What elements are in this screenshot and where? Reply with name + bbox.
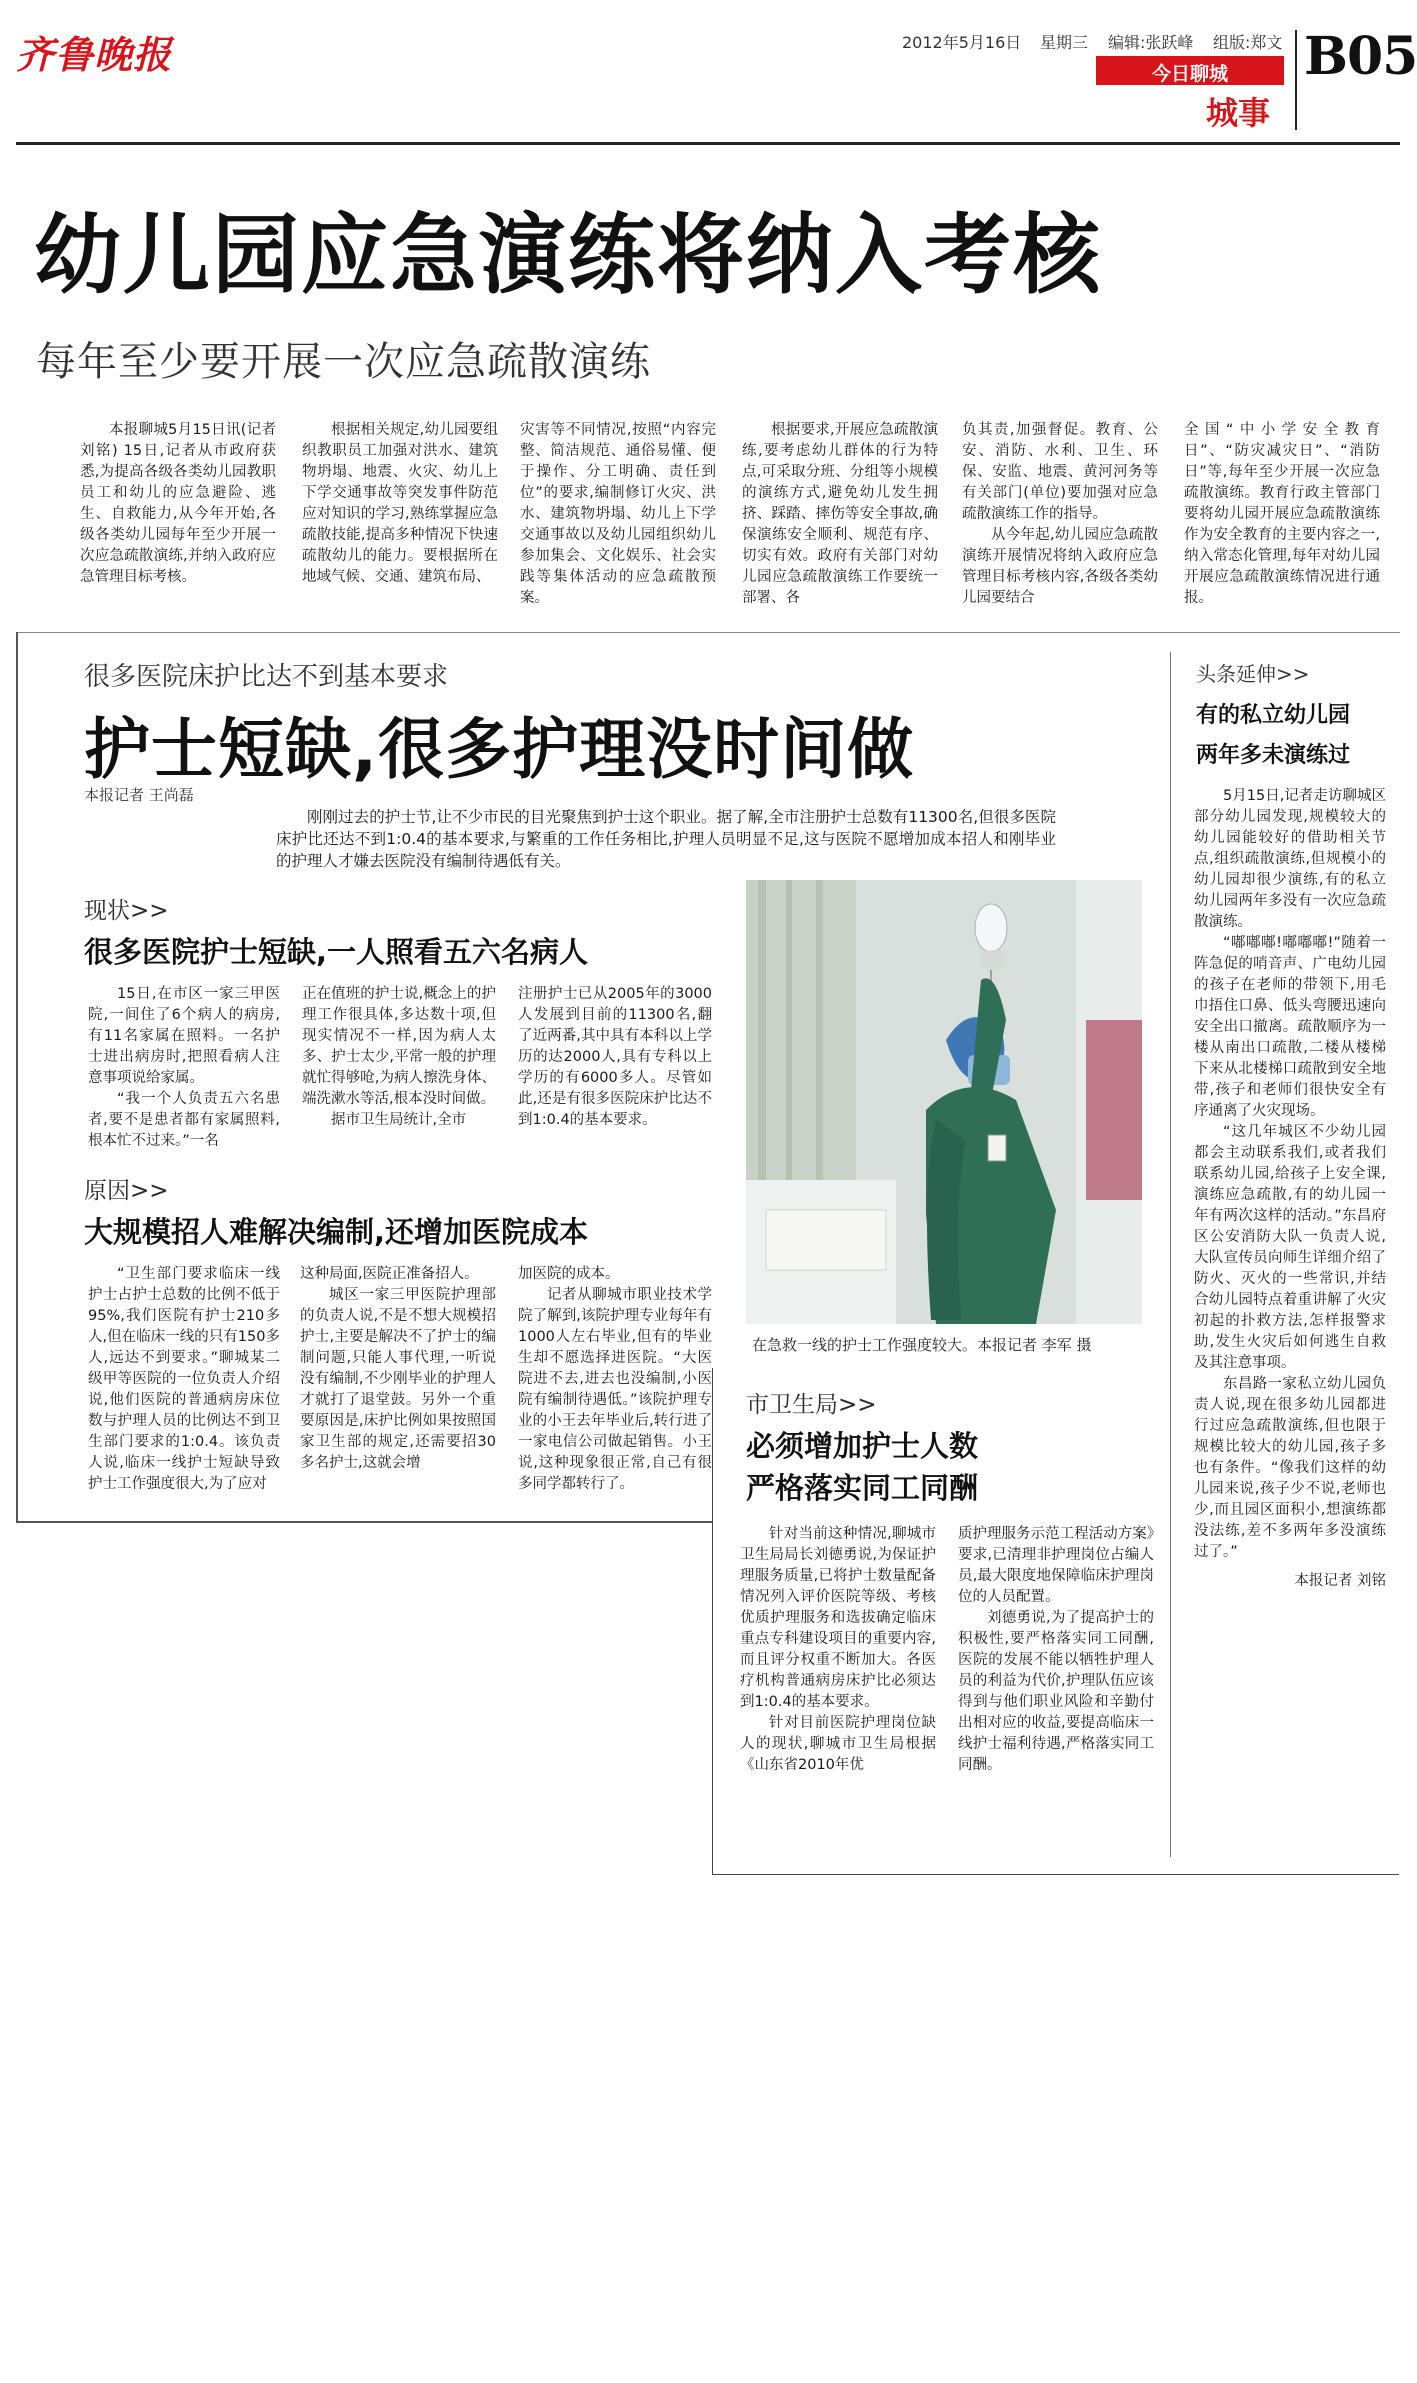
lead-paragraph: 本报聊城5月15日讯(记者 刘铭) 15日,记者从市政府获悉,为提高各级各类幼儿园教职员工和幼儿的应急避险、逃生、自救能力,从今年开始,各级各类幼儿园每年至少开展一次应急疏散演练,并纳入政府应急管理目标考核。	[80, 422, 276, 585]
sidebar-title-line-2: 两年多未演练过	[1196, 743, 1351, 768]
section-title-status: 很多医院护士短缺,一人照看五六名病人	[84, 935, 589, 969]
health-bureau-paragraph: 刘德勇说,为了提高护士的积极性,要严格落实同工同酬,医院的发展不能以牺牲护理人员的利益为代价,护理队伍应该得到与他们职业风险和辛勤付出相对应的收益,要提高临床一线护士福利待遇,严格落实同工同酬。	[958, 1610, 1154, 1773]
lead-column-5	[962, 420, 1158, 609]
masthead-divider	[1295, 30, 1297, 130]
lead-paragraph: 从今年起,幼儿园应急疏散演练开展情况将纳入政府应急管理目标考核内容,各级各类幼儿园要结合	[962, 527, 1158, 606]
health-bureau-paragraph: 针对当前这种情况,聊城市卫生局局长刘德勇说,为保证护理服务质量,已将护士数量配备情况列入评价医院等级、考核优质护理服务和选拔确定临床重点专科建设项目的重要内容,而且评分权重不断加大。各医疗机构普通病房床护比必须达到1:0.4的基本要求。	[740, 1526, 936, 1710]
lead-paragraph: 灾害等不同情况,按照“内容完整、简洁规范、通俗易懂、便于操作、分工明确、责任到位”的要求,编制修订火灾、洪水、建筑物坍塌、幼儿上下学交通事故以及幼儿园组织幼儿参加集会、文化娱乐、社会实践等集体活动的应急疏散预案。	[520, 422, 716, 606]
feature-headline: 护士短缺,很多护理没时间做	[84, 711, 915, 788]
lead-paragraph: 根据要求,开展应急疏散演练,要考虑幼儿群体的行为特点,可采取分班、分组等小规模的演练方式,避免幼儿发生拥挤、踩踏、摔伤等安全事故,确保演练安全顺利、规范有序、切实有效。政府有关部门对幼儿园应急疏散演练工作要统一部署、各	[742, 422, 938, 606]
nurse-photo	[746, 880, 1142, 1324]
health-bureau-paragraph: 针对目前医院护理岗位缺人的现状,聊城市卫生局根据《山东省2010年优	[740, 1715, 936, 1773]
cause-column-1	[88, 1264, 280, 1495]
newspaper-logo: 齐鲁晚报	[16, 32, 173, 77]
sidebar-paragraph: 东昌路一家私立幼儿园负责人说,现在很多幼儿园都进行过应急疏散演练,但也限于规模比较大的幼儿园,孩子多也有条件。“像我们这样的幼儿园来说,孩子少不说,老师也少,而且园区面积小,想演练都没法练,差不多两年多没演练过了。”	[1194, 1376, 1386, 1560]
sidebar-divider	[1170, 652, 1171, 1857]
health-bureau-column-2	[958, 1524, 1154, 1776]
feature-intro	[276, 806, 1056, 872]
photo-caption: 在急救一线的护士工作强度较大。本报记者 李军 摄	[752, 1336, 1092, 1354]
sidebar-paragraph: “嘟嘟嘟!嘟嘟嘟!”随着一阵急促的哨音声、广电幼儿园的孩子在老师的带领下,用毛巾捂住口鼻、低头弯腰迅速向安全出口撤离。疏散顺序为一楼从南出口疏散,二楼从楼梯下来从北楼梯口疏散到安全地带,孩子和老师们很快安全有序通离了火灾现场。	[1194, 935, 1386, 1119]
feature-box-bottom	[16, 1521, 712, 1523]
feature-intro-text: 刚刚过去的护士节,让不少市民的目光聚焦到护士这个职业。据了解,全市注册护士总数有11300名,但很多医院床护比还达不到1:0.4的基本要求,与繁重的工作任务相比,护理人员明显不足,这与医院不愿增加成本招人和刚毕业的护理人才嫌去医院没有编制待遇低有关。	[276, 808, 1056, 870]
masthead-rule	[16, 142, 1400, 145]
section-title-cause: 大规模招人难解决编制,还增加医院成本	[84, 1215, 589, 1249]
cause-paragraph: 记者从聊城市职业技术学院了解到,该院护理专业每年有1000人左右毕业,但有的毕业生却不愿选择进医院。“大医院进不去,进去也没编制,小医院有编制待遇低。”该院护理专业的小王去年毕业后,转行进了一家电信公司做起销售。小王说,这种现象很正常,自己有很多同学都转行了。	[518, 1287, 712, 1492]
feature-kicker: 很多医院床护比达不到基本要求	[84, 662, 449, 692]
page-editor: 编辑:张跃峰	[1108, 33, 1194, 52]
sidebar-body	[1194, 786, 1386, 1592]
section-title-health-bureau-1: 必须增加护士人数	[746, 1429, 979, 1463]
lead-column-1	[80, 420, 276, 588]
section-name: 城事	[1206, 94, 1271, 132]
health-bureau-column-1	[740, 1524, 936, 1776]
lead-paragraph: 根据相关规定,幼儿园要组织教职员工加强对洪水、建筑物坍塌、地震、火灾、幼儿上下学交通事故等突发事件防范应对知识的学习,熟练掌握应急疏散技能,提高多种情况下快速疏散幼儿的能力。要根据所在地域气候、交通、建筑布局、	[302, 422, 498, 585]
sidebar-paragraph: “这几年城区不少幼儿园都会主动联系我们,或者我们联系幼儿园,给孩子上安全课,演练应急疏散,有的幼儿园一年有两次这样的活动。”东昌府区公安消防大队一负责人说,大队宣传员向师生详细介绍了防火、灭火的一些常识,并结合幼儿园特点着重讲解了火灾初起的扑救方法,怎样报警求助,发生火灾后如何逃生自救及其注意事项。	[1194, 1124, 1386, 1371]
health-bureau-paragraph: 质护理服务示范工程活动方案》要求,已清理非护理岗位占编人员,最大限度地保障临床护理岗位的人员配置。	[958, 1526, 1154, 1605]
status-column-1	[88, 984, 280, 1152]
section-badge-label: 今日聊城	[1151, 63, 1228, 85]
feature-byline: 本报记者 王尚磊	[84, 786, 194, 804]
sidebar-paragraph: 5月15日,记者走访聊城区部分幼儿园发现,规模较大的幼儿园能较好的借助相关节点,组织疏散演练,但规模小的幼儿园却很少演练,有的私立幼儿园两年多没有一次应急疏散演练。	[1194, 788, 1386, 930]
sidebar-label: 头条延伸>>	[1196, 662, 1310, 686]
section-label-health-bureau: 市卫生局>>	[746, 1392, 877, 1418]
status-column-2	[302, 984, 496, 1131]
cause-paragraph: “卫生部门要求临床一线护士占护士总数的比例不低于95%,我们医院有护士210多人,但在临床一线的只有150多人,远达不到要求。”聊城某二级甲等医院的一位负责人介绍说,他们医院的普通病房床位数与护理人员的比例达不到卫生部门要求的1:0.4。该负责人说,临床一线护士短缺导致护士工作强度很大,为了应对	[88, 1266, 280, 1492]
feature-box-left	[16, 632, 18, 1522]
status-paragraph: 注册护士已从2005年的3000人发展到目前的11300名,翻了近两番,其中具有本科以上学历的达2000人,具有专科以上学历的有6000多人。尽管如此,还是有很多医院床护比达不到1:0.4的基本要求。	[518, 986, 712, 1128]
issue-weekday: 星期三	[1040, 33, 1089, 52]
lead-bottom-rule	[16, 632, 1400, 633]
page-designer: 组版:郑文	[1213, 33, 1283, 52]
cause-paragraph: 这种局面,医院正准备招人。	[300, 1266, 479, 1282]
sidebar-title-line-1: 有的私立幼儿园	[1196, 703, 1351, 728]
nurse-photo-graphic	[746, 880, 1142, 1324]
status-column-3	[518, 984, 712, 1131]
section-label-status: 现状>>	[84, 898, 169, 924]
page-code: B05	[1304, 26, 1417, 87]
issue-date: 2012年5月16日	[902, 33, 1022, 52]
status-paragraph: “我一个人负责五六名患者,要不是患者都有家属照料,根本忙不过来。”一名	[88, 1091, 280, 1149]
lead-paragraph: 全国“中小学安全教育日”、“防灾减灾日”、“消防日”等,每年至少开展一次应急疏散演练。教育行政主管部门要将幼儿园开展应急疏散演练作为安全教育的主要内容之一,纳入常态化管理,每年对幼儿园开展应急疏散演练情况进行通报。	[1184, 422, 1380, 606]
lead-subhead: 每年至少要开展一次应急疏散演练	[36, 339, 651, 385]
status-paragraph: 据市卫生局统计,全市	[331, 1112, 467, 1128]
section-badge	[1096, 56, 1284, 85]
sidebar-byline: 本报记者 刘铭	[1294, 1573, 1386, 1589]
status-paragraph: 正在值班的护士说,概念上的护理工作很具体,多达数十项,但现实情况不一样,因为病人太多、护士太少,平常一般的护理就忙得够呛,为病人擦洗身体、端洗漱水等活,根本没时间做。	[302, 986, 496, 1107]
cause-paragraph: 城区一家三甲医院护理部的负责人说,不是不想大规模招护士,主要是解决不了护士的编制问题,只能人事代理,一听说没有编制,不少刚毕业的护理人才就打了退堂鼓。另外一个重要原因是,床护比例如果按照国家卫生部的规定,还需要招30多名护士,这就会增	[300, 1287, 496, 1471]
section-label-cause: 原因>>	[84, 1178, 169, 1204]
section-title-health-bureau-2: 严格落实同工同酬	[746, 1471, 979, 1505]
lead-column-2	[302, 420, 498, 588]
lead-paragraph: 负其责,加强督促。教育、公安、消防、水利、卫生、环保、安监、地震、黄河河务等有关部门(单位)要加强对应急疏散演练工作的指导。	[962, 422, 1158, 522]
lead-column-6	[1184, 420, 1380, 609]
cause-paragraph: 加医院的成本。	[518, 1266, 620, 1282]
cause-column-3	[518, 1264, 712, 1495]
cause-column-2	[300, 1264, 496, 1474]
lead-column-4	[742, 420, 938, 609]
status-paragraph: 15日,在市区一家三甲医院,一间住了6个病人的病房,有11名家属在照料。一名护士进出病房时,把照看病人注意事项说给家属。	[88, 986, 280, 1086]
lead-headline: 幼儿园应急演练将纳入考核	[34, 204, 1102, 306]
lead-column-3	[520, 420, 716, 609]
